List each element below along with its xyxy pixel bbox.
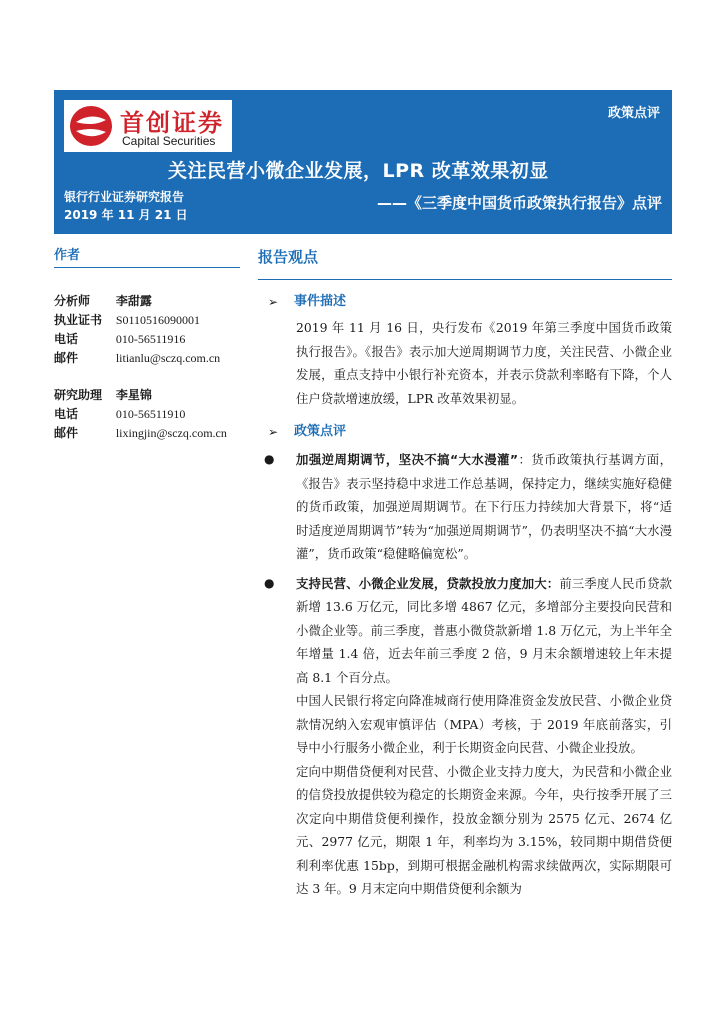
bullet-dot-icon: ●	[264, 575, 275, 590]
body-paragraph: 定向中期借贷便利对民营、小微企业支持力度大，为民营和小微企业的信贷投放提供较为稳定的长期资金来源。今年，央行按季开展了三次定向中期借贷便利操作，投放金额分别为 2575 亿元、2674 亿元、2977 亿元，期限 1 年，利率均为 3.15%，较同期中期借贷便利利率优惠 15bp，到期可根据金融机构需求续做两次，实际期限可达 3 年。9 月末定向中期借贷便利余额为	[296, 763, 672, 896]
assistant-phone-row	[54, 405, 240, 424]
bullet-lead: 加强逆周期调节，坚决不搞“大水漫灌”	[296, 452, 519, 467]
comment-heading-label: 政策点评	[294, 424, 347, 439]
author-sidebar	[54, 244, 240, 443]
analyst-phone: 010-56511916	[115, 332, 186, 346]
assistant-role-label: 研究助理	[54, 388, 103, 402]
logo-chinese-name: 首创证券	[120, 109, 224, 137]
event-paragraph: 2019 年 11 月 16 日，央行发布《2019 年第三季度中国货币政策执行报告》。《报告》表示加大逆周期调节力度，关注民营、小微企业发展，重点支持中小银行补充资本，并表示贷款利率略有下降，个人住户贷款增速放缓，LPR 改革效果初显。	[296, 320, 672, 406]
email-label: 邮件	[54, 426, 79, 440]
bullet-text: ：货币政策执行基调方面，《报告》表示坚持稳中求进工作总基调，保持定力，继续实施好稳健的货币政策，加强逆周期调节。在下行压力持续加大背景下，将“适时适度逆周期调节”转为“加强逆周期调节”，仍表明坚决不搞“大水漫灌”，货币政策“稳健略偏宽松”。	[296, 452, 673, 561]
assistant-email[interactable]: lixingjin@sczq.com.cn	[115, 426, 227, 440]
authors-heading: 作者	[54, 244, 240, 268]
analyst-role-label: 分析师	[54, 294, 91, 308]
logo-english-name: Capital Securities	[122, 134, 216, 148]
cert-label: 执业证书	[54, 313, 103, 327]
report-subtitle: ——《三季度中国货币政策执行报告》点评	[376, 194, 662, 212]
analyst-cert-row	[54, 311, 240, 330]
assistant-phone: 010-56511910	[115, 407, 186, 421]
bullet-text: 前三季度人民币贷款新增 13.6 万亿元，同比多增 4867 亿元，多增部分主要投向民营和小微企业等。前三季度，普惠小微贷款新增 1.8 万亿元，为上半年全年增量 1.4 倍，近去年前三季度 2 倍，9 月末余额增速较上年末提高 8.1 个百分点。	[296, 575, 673, 685]
report-body	[258, 244, 672, 901]
assistant-email-row	[54, 424, 240, 443]
report-type-tag: 政策点评	[607, 106, 660, 121]
analyst-email[interactable]: litianlu@sczq.com.cn	[115, 351, 221, 365]
analyst-name: 李甜露	[115, 294, 152, 308]
header-banner	[54, 90, 672, 234]
section-title: 报告观点	[258, 246, 672, 280]
email-label: 邮件	[54, 351, 79, 365]
assistant-name: 李星锦	[115, 388, 152, 402]
analyst-cert-number: S0110516090001	[115, 313, 201, 327]
logo-emblem-icon	[68, 104, 114, 148]
company-logo	[64, 100, 232, 152]
phone-label: 电话	[54, 332, 79, 346]
analyst-phone-row	[54, 330, 240, 349]
event-heading-label: 事件描述	[294, 294, 347, 309]
analyst-email-row	[54, 349, 240, 368]
analyst-name-row	[54, 292, 240, 311]
comment-heading	[258, 422, 672, 442]
assistant-name-row	[54, 386, 240, 405]
phone-label: 电话	[54, 407, 79, 421]
bullet-lead: 支持民营、小微企业发展，贷款投放力度加大：	[296, 575, 560, 591]
report-date: 2019 年 11 月 21 日	[64, 208, 188, 222]
report-department: 银行行业证券研究报告	[64, 190, 185, 204]
report-title: 关注民营小微企业发展，LPR 改革效果初显	[168, 160, 549, 182]
event-heading	[258, 292, 672, 312]
arrow-bullet-icon: ➢	[268, 425, 279, 439]
bullet-dot-icon: ●	[264, 452, 275, 466]
bullet-item	[258, 448, 672, 566]
body-paragraph: 中国人民银行将定向降准城商行使用降准资金发放民营、小微企业贷款情况纳入宏观审慎评估（MPA）考核，于 2019 年底前落实，引导中小行服务小微企业，利于长期资金向民营、小微企业投放。	[296, 693, 672, 755]
arrow-bullet-icon: ➢	[268, 295, 279, 309]
bullet-item	[258, 572, 672, 690]
